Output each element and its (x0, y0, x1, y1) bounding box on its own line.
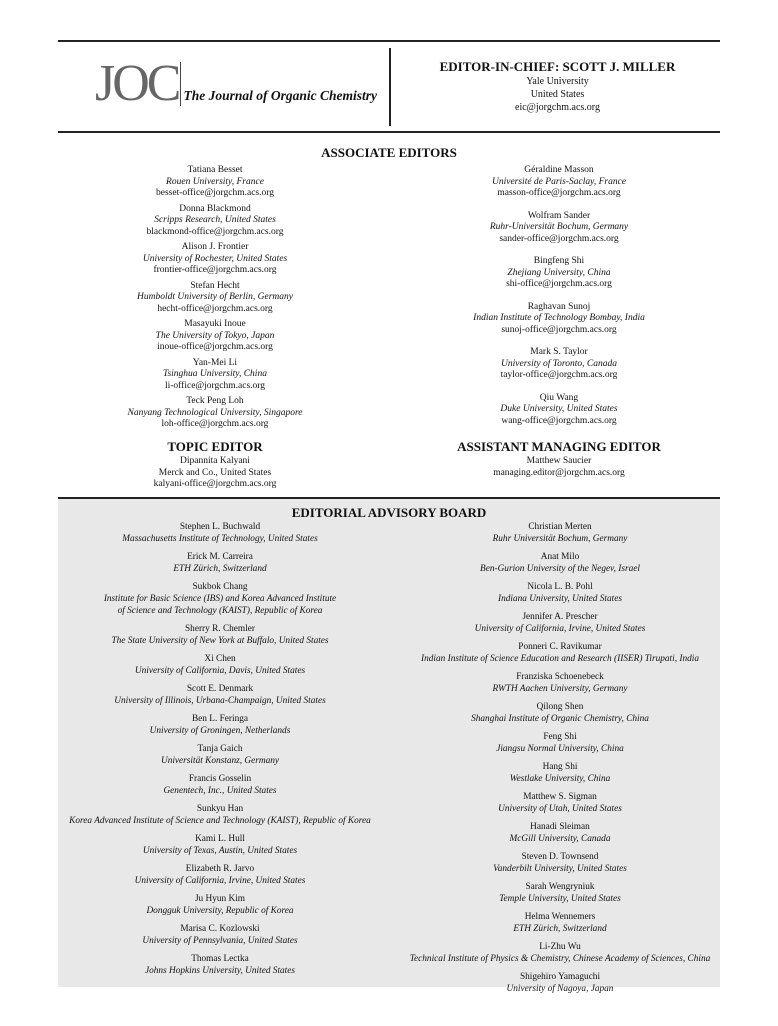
editor-email[interactable]: besset-office@jorgchm.acs.org (156, 188, 274, 198)
editor-institution: RWTH Aachen University, Germany (492, 684, 628, 694)
editor-entry (60, 358, 370, 393)
editor-name: Tanja Gaich (197, 744, 243, 754)
editor-entry (405, 393, 713, 428)
editor-institution: Zhejiang University, China (507, 267, 611, 278)
editor-entry (405, 256, 713, 291)
associate-editors-left (60, 165, 370, 435)
editor-institution: Indian Institute of Technology Bombay, India (473, 313, 645, 323)
journal-logo (95, 55, 378, 112)
editor-name: Mark S. Taylor (530, 347, 588, 357)
editor-institution: Dongguk University, Republic of Korea (146, 906, 294, 916)
editor-institution: University of Nagoya, Japan (506, 984, 614, 994)
editor-institution: Westlake University, China (509, 774, 611, 784)
editor-entry (60, 653, 380, 677)
editor-name: Tatiana Besset (187, 165, 243, 175)
editor-name: Sarah Wengryniuk (525, 882, 595, 892)
editor-entry (395, 581, 725, 605)
assistant-managing-editor (405, 456, 713, 479)
editor-name: Wolfram Sander (527, 210, 591, 221)
editor-name: Marisa C. Kozlowski (180, 924, 260, 934)
editor-entry (60, 319, 370, 354)
editor-email[interactable]: blackmond-office@jorgchm.acs.org (146, 226, 284, 237)
editor-institution: Université de Paris-Saclay, France (491, 176, 627, 187)
editor-institution: Universität Konstanz, Germany (160, 756, 279, 766)
editor-institution: Rouen University, France (166, 176, 264, 187)
eic-email[interactable]: eic@jorgchm.acs.org (515, 102, 600, 113)
editor-entry (60, 521, 380, 545)
editor-entry (395, 551, 725, 575)
editor-institution: Johns Hopkins University, United States (144, 966, 296, 976)
editor-name: Bingfeng Shi (533, 256, 585, 266)
editor-name: Géraldine Masson (524, 165, 594, 175)
editor-entry (395, 761, 725, 785)
editor-name: Xi Chen (204, 654, 236, 664)
editor-entry (60, 713, 380, 737)
editor-name: Sunkyu Han (196, 804, 244, 814)
editor-institution: Genentech, Inc., United States (163, 786, 277, 796)
editor-entry (60, 281, 370, 316)
editor-name: Elizabeth R. Jarvo (185, 864, 255, 874)
top-rule (58, 40, 720, 42)
editor-entry (60, 743, 380, 767)
eic-country: United States (530, 89, 585, 100)
editor-email[interactable]: inoue-office@jorgchm.acs.org (157, 342, 273, 352)
eic-university: Yale University (526, 76, 589, 87)
editor-name: Helma Wennemers (524, 912, 596, 922)
editor-entry (60, 683, 380, 707)
editor-name: Christian Merten (528, 522, 592, 532)
editor-institution: Jiangsu Normal University, China (496, 744, 624, 754)
editor-institution: Indiana University, United States (498, 594, 622, 604)
editor-name: Stefan Hecht (190, 280, 240, 291)
editor-institution: ETH Zürich, Switzerland (513, 924, 607, 934)
editor-institution: University of California, Irvine, United States (134, 876, 306, 886)
editor-name: Erick M. Carreira (187, 552, 253, 562)
editor-entry (60, 893, 380, 917)
editor-entry (395, 971, 725, 995)
editor-name: Sukbok Chang (192, 582, 248, 592)
editor-institution: Technical Institute of Physics & Chemistry, Chinese Academy of Sciences, China (409, 954, 711, 964)
editor-institution: University of Groningen, Netherlands (149, 726, 291, 736)
editor-name: Ju Hyun Kim (194, 894, 246, 904)
editor-name: Steven D. Townsend (521, 852, 599, 862)
editor-name: Francis Gosselin (188, 774, 252, 784)
editor-name: Franziska Schoenebeck (516, 672, 604, 682)
editor-entry (395, 611, 725, 635)
editor-entry (60, 623, 380, 647)
advisory-board-left (60, 521, 380, 983)
editor-institution: University of Rochester, United States (142, 253, 288, 264)
editor-name: Matthew Saucier (526, 456, 592, 466)
editor-institution: Indian Institute of Science Education and Research (IISER) Tirupati, India (421, 654, 699, 664)
editor-institution: McGill University, Canada (509, 834, 611, 844)
editor-in-chief (395, 59, 720, 114)
editor-name: Teck Peng Loh (186, 396, 244, 406)
editor-entry (60, 396, 370, 431)
editor-email[interactable]: managing.editor@jorgchm.acs.org (493, 467, 625, 478)
editor-name: Jennifer A. Prescher (522, 612, 598, 622)
journal-name: The Journal of Organic Chemistry (183, 88, 378, 103)
editor-name: Matthew S. Sigman (523, 792, 597, 802)
header-divider (389, 48, 391, 126)
editor-institution: Shanghai Institute of Organic Chemistry, China (471, 714, 649, 724)
editor-name: Yan-Mei Li (192, 357, 238, 368)
editor-entry (395, 731, 725, 755)
editor-entry (405, 165, 713, 200)
editor-entry (60, 242, 370, 277)
editor-name: Sherry R. Chemler (185, 624, 255, 634)
editor-name: Kami L. Hull (195, 834, 245, 844)
topic-editor (60, 456, 370, 491)
editor-name: Qiu Wang (539, 392, 579, 403)
editor-institution: University of Illinois, Urbana-Champaign, United States (114, 696, 326, 706)
editor-email[interactable]: li-office@jorgchm.acs.org (164, 380, 266, 391)
editor-name: Masayuki Inoue (184, 319, 246, 329)
advisory-board-right (395, 521, 725, 1001)
topic-editor-heading: TOPIC EDITOR (167, 439, 263, 454)
editor-name: Thomas Lectka (191, 954, 249, 964)
editor-name: Scott E. Denmark (186, 684, 254, 694)
editor-institution: Massachusetts Institute of Technology, United States (122, 534, 318, 544)
editor-entry (395, 791, 725, 815)
editor-institution: Ben-Gurion University of the Negev, Israel (480, 564, 640, 574)
editor-name: Ponneri C. Ravikumar (518, 642, 602, 652)
editor-name: Donna Blackmond (179, 203, 251, 214)
editor-institution: of Science and Technology (KAIST), Republic of Korea (117, 606, 323, 616)
editor-name: Stephen L. Buchwald (179, 522, 261, 532)
editor-entry (405, 347, 713, 382)
editor-email[interactable]: sander-office@jorgchm.acs.org (499, 233, 619, 244)
logo-mark: JOC (95, 55, 179, 112)
editor-entry (60, 953, 380, 977)
editor-entry (60, 551, 380, 575)
editor-institution: Nanyang Technological University, Singapore (127, 407, 303, 418)
editor-institution: Institute for Basic Science (IBS) and Korea Advanced Institute (103, 594, 337, 604)
editor-institution: Temple University, United States (499, 894, 621, 904)
editor-entry (395, 521, 725, 545)
editor-institution: Vanderbilt University, United States (493, 864, 627, 874)
editor-name: Hang Shi (542, 762, 578, 772)
editor-institution: Merck and Co., United States (158, 467, 272, 478)
header-bottom-rule (58, 131, 720, 133)
editor-email[interactable]: wang-office@jorgchm.acs.org (501, 415, 617, 426)
editor-institution: Humboldt University of Berlin, Germany (137, 292, 293, 302)
assistant-managing-editor-heading: ASSISTANT MANAGING EDITOR (457, 439, 661, 454)
editor-institution: Duke University, United States (500, 404, 618, 414)
editor-name: Anat Milo (540, 552, 580, 562)
editor-institution: University of California, Davis, United States (134, 666, 306, 676)
editor-email[interactable]: loh-office@jorgchm.acs.org (161, 419, 269, 429)
editor-email[interactable]: taylor-office@jorgchm.acs.org (500, 370, 618, 380)
editor-institution: University of California, Irvine, United States (474, 624, 646, 634)
editor-institution: Ruhr-Universität Bochum, Germany (489, 222, 629, 232)
editor-name: Ben L. Feringa (191, 714, 249, 724)
editor-entry (395, 671, 725, 695)
editor-name: Li-Zhu Wu (539, 942, 581, 952)
editor-institution: University of Texas, Austin, United States (142, 846, 298, 856)
editor-institution: University of Toronto, Canada (501, 358, 617, 369)
editor-email[interactable]: sunoj-office@jorgchm.acs.org (501, 324, 617, 335)
editor-institution: ETH Zürich, Switzerland (173, 564, 267, 574)
editor-institution: University of Pennsylvania, United States (142, 936, 298, 946)
editor-name: Nicola L. B. Pohl (527, 582, 593, 592)
advisory-board-heading: EDITORIAL ADVISORY BOARD (291, 505, 487, 520)
editor-institution: The State University of New York at Buffalo, United States (111, 636, 329, 646)
editor-email[interactable]: shi-office@jorgchm.acs.org (506, 279, 612, 289)
editor-entry (60, 165, 370, 200)
editor-entry (60, 833, 380, 857)
editor-institution: Korea Advanced Institute of Science and Technology (KAIST), Republic of Korea (69, 816, 371, 826)
eic-title: EDITOR-IN-CHIEF: SCOTT J. MILLER (439, 59, 676, 74)
editor-name: Dipannita Kalyani (180, 456, 250, 466)
associate-editors-right (405, 165, 713, 438)
editor-institution: Scripps Research, United States (154, 215, 276, 225)
editor-entry (405, 211, 713, 246)
editor-entry (395, 641, 725, 665)
editor-entry (60, 581, 380, 617)
editor-institution: University of Utah, United States (498, 804, 622, 814)
editor-institution: Tsinghua University, China (163, 369, 267, 379)
editor-entry (395, 701, 725, 725)
editor-name: Shigehiro Yamaguchi (519, 972, 601, 982)
editor-entry (60, 773, 380, 797)
editor-email[interactable]: masson-office@jorgchm.acs.org (497, 188, 621, 198)
editor-entry (395, 821, 725, 845)
editor-entry (395, 881, 725, 905)
editor-entry (60, 803, 380, 827)
editor-entry (395, 941, 725, 965)
editor-email[interactable]: kalyani-office@jorgchm.acs.org (153, 479, 277, 489)
logo-divider (180, 62, 181, 106)
editor-entry (405, 302, 713, 337)
editor-name: Alison J. Frontier (181, 242, 249, 252)
editor-name: Qilong Shen (536, 702, 584, 712)
editor-email[interactable]: frontier-office@jorgchm.acs.org (153, 265, 277, 275)
editor-entry (60, 863, 380, 887)
editor-name: Raghavan Sunoj (527, 301, 591, 312)
editor-entry (395, 911, 725, 935)
editor-name: Hanadi Sleiman (530, 822, 590, 832)
associate-editors-heading: ASSOCIATE EDITORS (321, 145, 457, 160)
editor-entry (395, 851, 725, 875)
editor-entry (60, 204, 370, 239)
editor-institution: The University of Tokyo, Japan (155, 330, 275, 341)
editor-email[interactable]: hecht-office@jorgchm.acs.org (157, 303, 273, 314)
editor-name: Feng Shi (543, 732, 577, 742)
editor-institution: Ruhr Universität Bochum, Germany (492, 534, 628, 544)
editor-entry (60, 923, 380, 947)
